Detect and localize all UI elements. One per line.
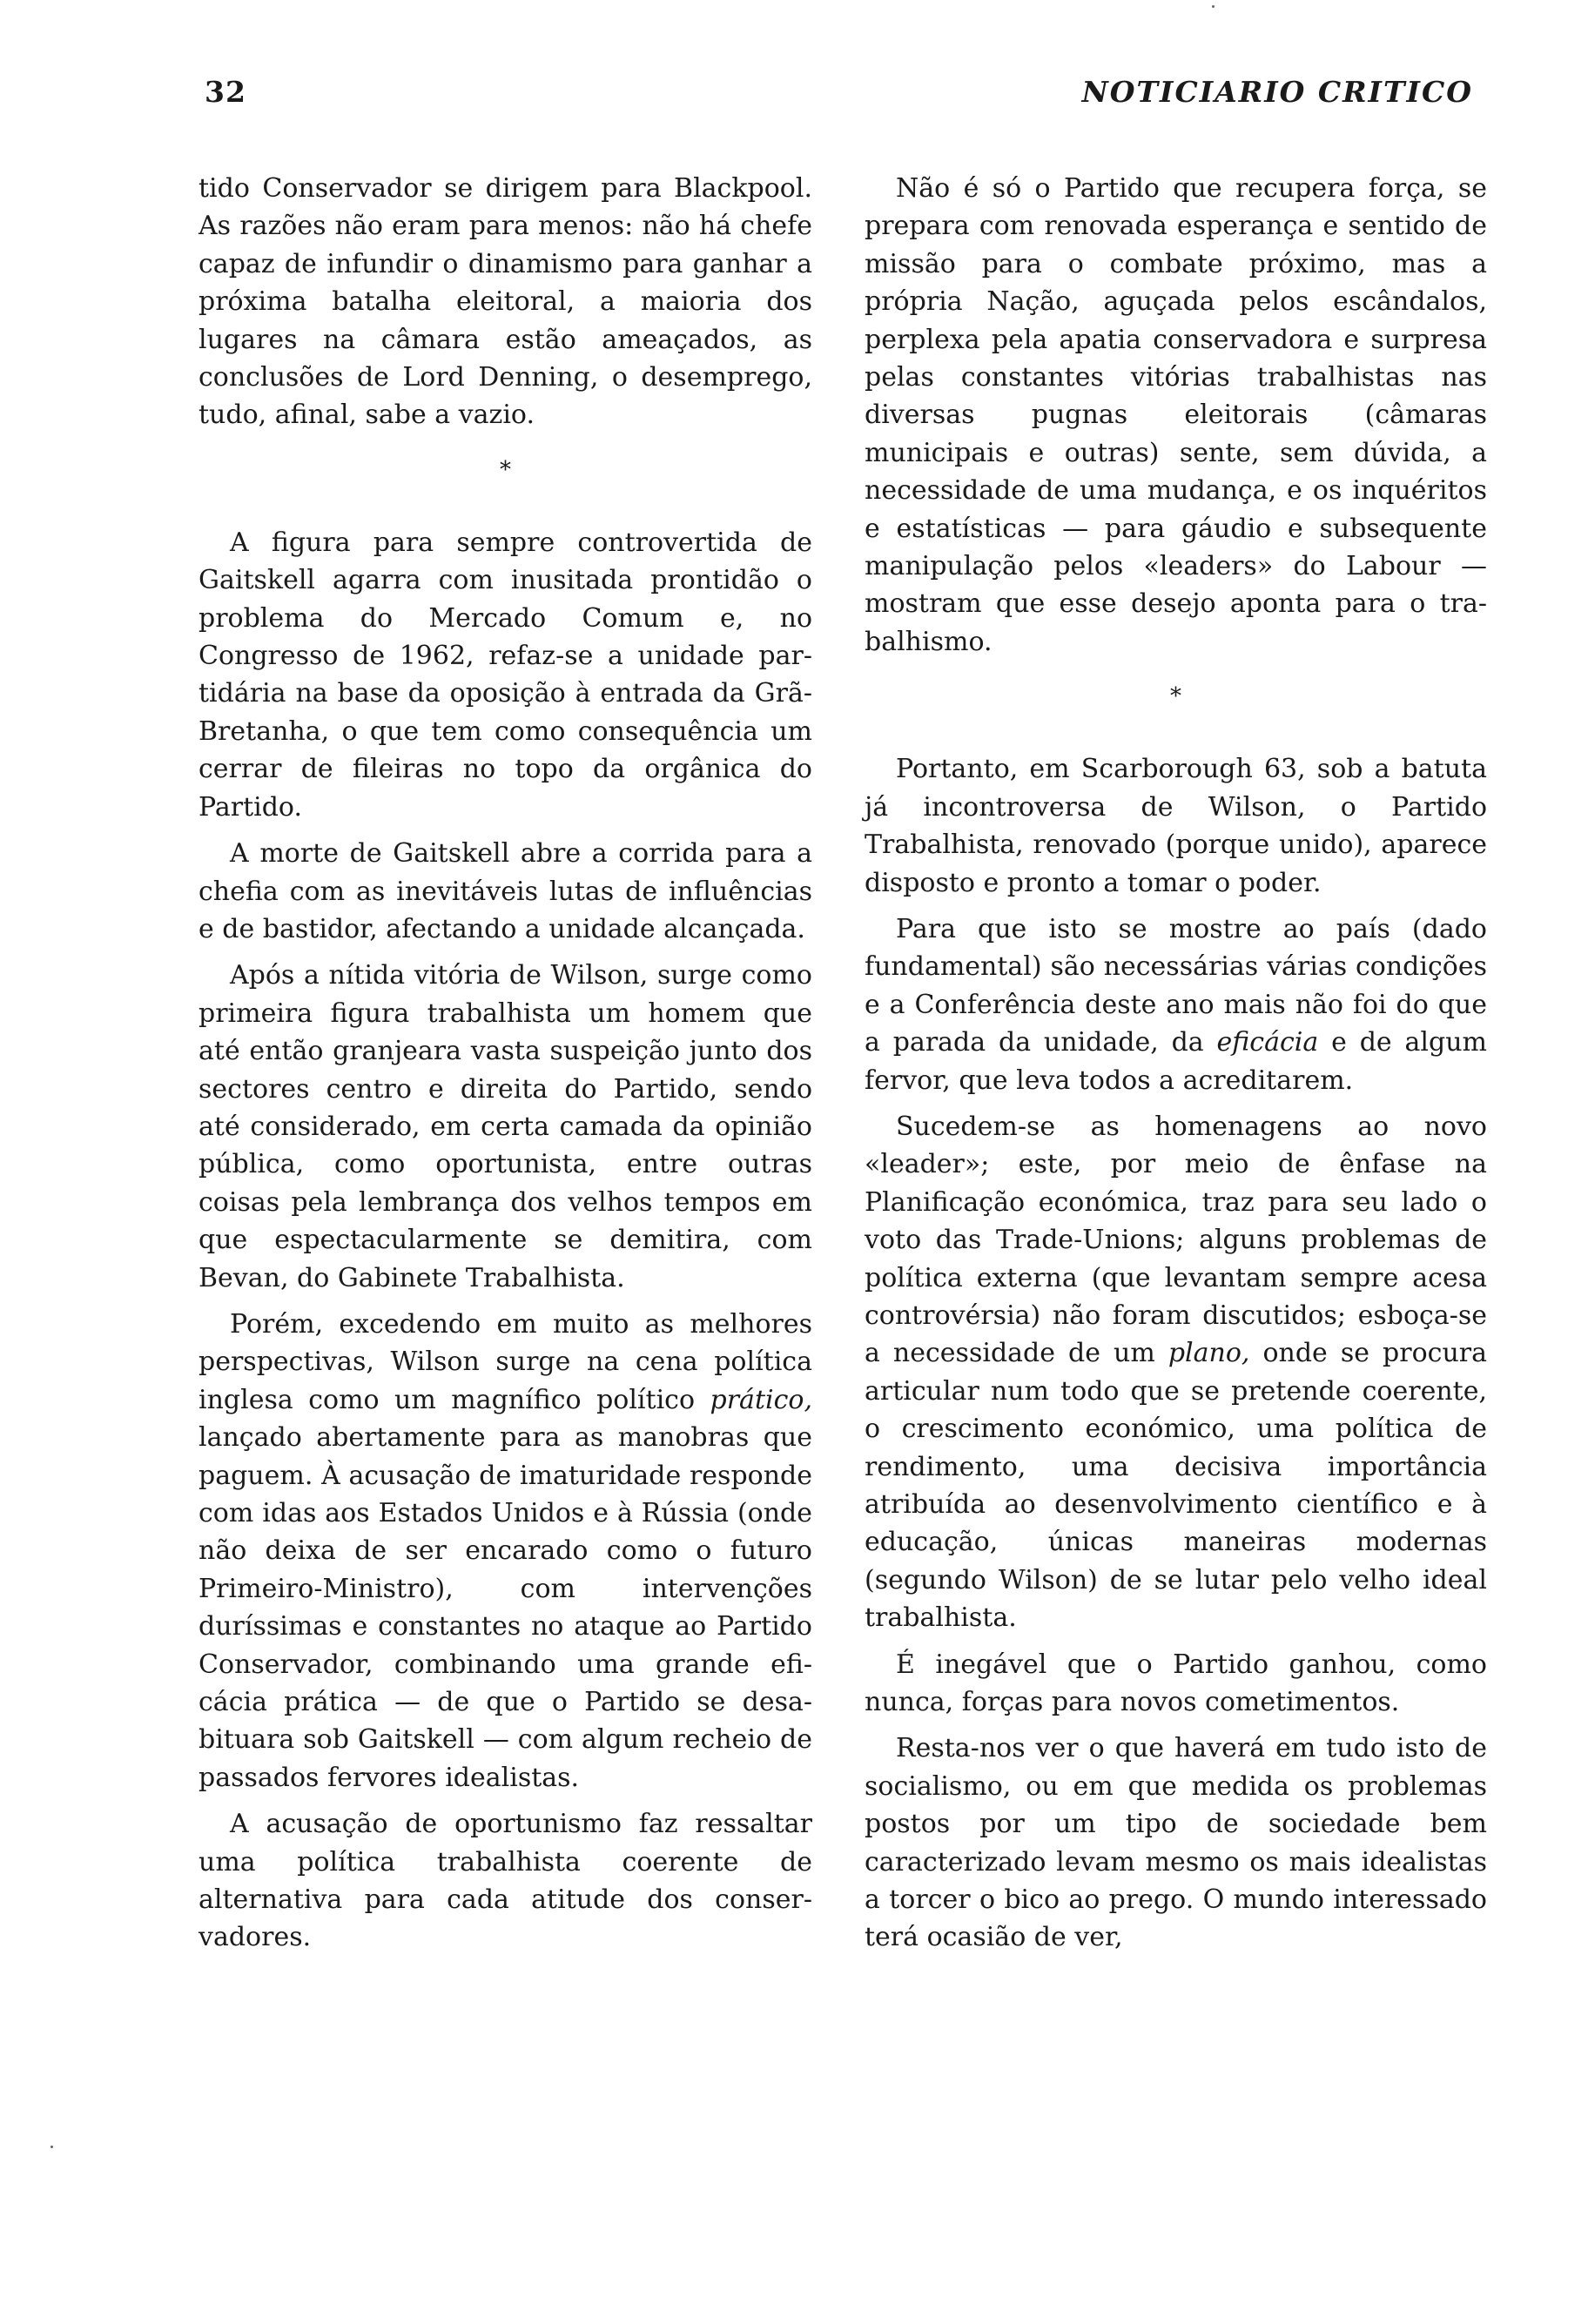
print-speck <box>1212 5 1215 8</box>
paragraph-10-part-2: onde se procura articular num todo que se pretende coerente, o crescimento económico, uma política de rendimento, uma decisiva importância atribuída ao desenvolvimento científico e à educação, únicas maneiras modernas (segundo Wilson) de se lutar pelo velho ideal trabalhista. <box>865 1338 1487 1634</box>
paragraph-1: tido Conservador se dirigem para Blackpool. As razões não eram para menos: não há chefe capaz de infundir o dinamismo para ganhar a próxima batalha eleitoral, a maioria dos lugares na câmara estão ameaçados, as conclusões de Lord Denning, o desemprego, tudo, afinal, sabe a vazio. <box>198 173 812 431</box>
paragraph-5 <box>198 1306 812 1797</box>
section-separator: * <box>500 456 511 483</box>
paragraph-9-emphasis: eficácia <box>1216 1027 1319 1058</box>
paragraph-5-part-1: Porém, excedendo em muito as melhores perspectivas, Wilson surge na cena política inglesa como um magnífico político <box>198 1308 812 1415</box>
paragraph-3: A morte de Gaitskell abre a corrida para a chefia com as inevitáveis lutas de influências e de bastidor, afectando a unidade alcançada. <box>198 838 812 944</box>
paragraph-12: Resta-nos ver o que haverá em tudo isto de socialismo, ou em que medida os problemas postos por um tipo de sociedade bem caracterizado levam mesmo os mais idealistas a torcer o bico ao prego. O mundo interessado terá ocasião de ver, <box>865 1733 1487 1953</box>
paragraph-4: Após a nítida vitória de Wilson, surge como primeira figura trabalhista um homem que até então granjeara vasta suspeição junto dos sectores centro e direita do Partido, sendo até considerado, em certa camada da opinião pública, como oportunista, entre outras coisas pela lembrança dos velhos tempos em que espectacularmente se demitira, com Bevan, do Gabinete Trabalhista. <box>198 960 812 1293</box>
paragraph-5-emphasis: prático, <box>710 1384 812 1415</box>
paragraph-9-part-1: Para que isto se mostre ao país (dado fundamental) são necessárias várias condições e a Conferência deste ano mais não foi do que a parada da unidade, da <box>865 913 1487 1058</box>
paragraph-9 <box>865 910 1487 1099</box>
print-speck <box>50 2146 53 2148</box>
paragraph-9-part-2: e de algum fervor, que leva todos a acreditarem. <box>865 1027 1487 1096</box>
paragraph-6: A acusação de oportunismo faz ressaltar uma política trabalhista coerente de alternativa para cada atitude dos conservadores. <box>198 1809 812 1953</box>
paragraph-7: Não é só o Partido que recupera força, se prepara com renovada esperança e sentido de missão para o combate próximo, mas a própria Nação, aguçada pelos escândalos, perplexa pela apatia conservadora e surpresa pelas constantes vitórias trabalhistas nas diversas pugnas eleitorais (câmaras municipais e outras) sente, sem dúvida, a necessidade de uma mudança, e os inquéritos e estatísticas — para gáudio e subsequente manipulação pelos «leaders» do Labour — mostram que esse desejo aponta para o trabalhismo. <box>865 173 1487 657</box>
left-column <box>198 170 812 1965</box>
section-separator: * <box>1170 683 1181 710</box>
right-column <box>865 170 1487 1965</box>
running-title: NOTICIARIO CRITICO <box>1081 75 1473 109</box>
paragraph-10-part-1: Sucedem-se as homenagens ao novo «leader»; este, por meio de ênfase na Planificação económica, traz para seu lado o voto das Trade-Unions; alguns problemas de política externa (que levantam sempre acesa controvérsia) não foram discutidos; esboça-se a necessidade de um <box>865 1111 1487 1369</box>
paragraph-10-emphasis: plano, <box>1167 1338 1250 1369</box>
paragraph-8: Portanto, em Scarborough 63, sob a batuta já incontroversa de Wilson, o Partido Trabalhista, renovado (porque unido), aparece disposto e pronto a tomar o poder. <box>865 754 1487 898</box>
paragraph-10 <box>865 1108 1487 1637</box>
page-number: 32 <box>205 75 246 109</box>
paragraph-11: É inegável que o Partido ganhou, como nunca, forças para novos cometimentos. <box>865 1649 1487 1718</box>
paragraph-2: A figura para sempre controvertida de Gaitskell agarra com inusitada prontidão o problema do Mercado Comum e, no Congresso de 1962, refaz-se a unidade partidária na base da oposição à entrada da Grã-Bretanha, o que tem como consequência um cerrar de fileiras no topo da orgânica do Partido. <box>198 527 812 823</box>
paragraph-5-part-2: lançado abertamente para as manobras que paguem. À acusação de imaturidade responde com idas aos Estados Unidos e à Rússia (onde não deixa de ser encarado como o futuro Primeiro-Ministro), com intervenções duríssimas e constantes no ataque ao Partido Conservador, combinando uma grande eficácia prática — de que o Partido se desabituara sob Gaitskell — com algum recheio de passados fervores idealistas. <box>198 1422 812 1793</box>
